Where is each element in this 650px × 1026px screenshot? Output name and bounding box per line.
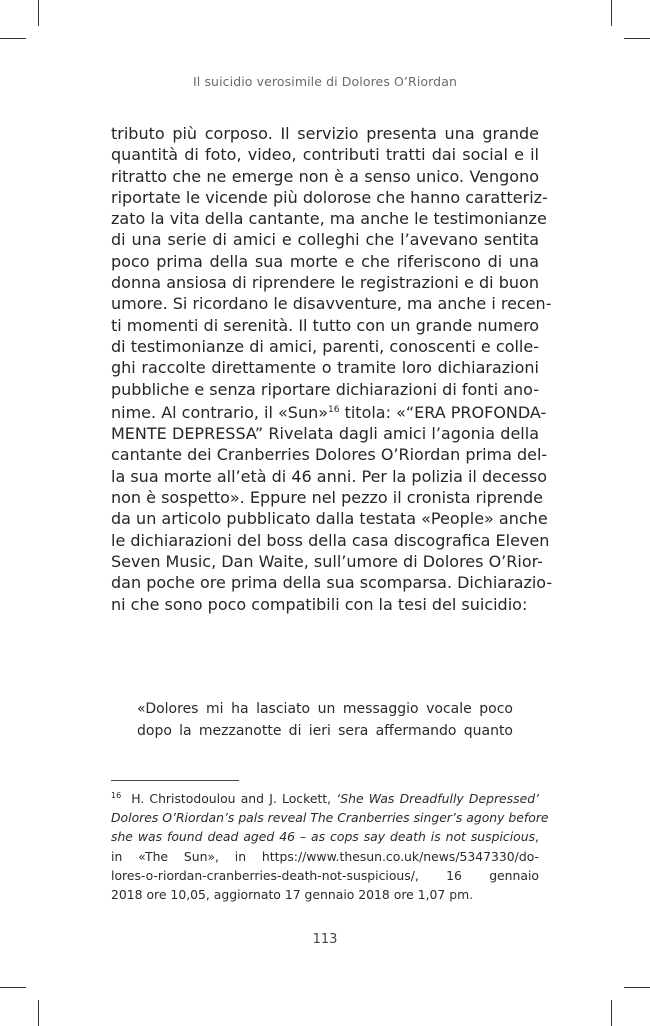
footnote-title: she was found dead aged 46 – as cops say death is not suspicious (111, 829, 536, 845)
body-line-end: titola: «“ERA PROFONDA- (339, 402, 547, 422)
quote-line: dopo la mezzanotte di ieri sera affermando quanto (137, 722, 513, 739)
block-quote (137, 699, 513, 742)
body-line: quantità di foto, video, contributi tratti dai social e il (111, 145, 539, 165)
body-line: dan poche ore prima della sua scomparsa. Dichiarazio- (111, 573, 553, 593)
body-line: cantante dei Cranberries Dolores O’Riordan prima del- (111, 445, 548, 465)
body-line: le dichiarazioni del boss della casa discografica Eleven (111, 530, 550, 550)
quote-line: «Dolores mi ha lasciato un messaggio vocale poco (137, 701, 513, 717)
body-line: Seven Music, Dan Waite, sull’umore di Dolores O’Rior- (111, 551, 543, 571)
body-text (111, 123, 553, 615)
footnote-line (111, 827, 539, 846)
body-line: umore. Si ricordano le disavventure, ma anche i recen- (111, 294, 552, 314)
page-number: 113 (312, 932, 338, 947)
footnote-line: 2018 ore 10,05, aggiornato 17 gennaio 2018 ore 1,07 pm. (111, 887, 474, 903)
crop-mark-bottom-left-h (0, 987, 26, 988)
body-line: ti momenti di serenità. Il tutto con un grande numero (111, 315, 540, 335)
body-line: di una serie di amici e colleghi che l’avevano sentita (111, 230, 539, 250)
body-line: tributo più corposo. Il servizio presenta una grande (111, 124, 539, 143)
crop-mark-bottom-right-v (611, 1000, 612, 1026)
crop-mark-top-right-v (611, 0, 612, 26)
footnote-author: H. Christodoulou and J. Lockett, (131, 791, 337, 806)
body-line: pubbliche e senza riportare dichiarazioni di fonti ano- (111, 379, 540, 399)
crop-mark-bottom-left-v (38, 1000, 39, 1026)
body-line: da un articolo pubblicato dalla testata «People» anche (111, 509, 548, 529)
footnote-separator (111, 780, 239, 781)
crop-mark-top-right-h (624, 38, 650, 39)
body-line: di testimonianze di amici, parenti, conoscenti e colle- (111, 336, 539, 356)
body-line: la sua morte all’età di 46 anni. Per la polizia il decesso (111, 466, 548, 486)
footnote-reference[interactable]: 16 (328, 404, 340, 415)
body-line: MENTE DEPRESSA” Rivelata dagli amici l’agonia della (111, 424, 539, 444)
footnote-link-line[interactable]: in «The Sun», in https://www.thesun.co.uk/news/5347330/do- (111, 848, 539, 864)
body-line: ghi raccolte direttamente o tramite loro dichiarazioni (111, 358, 539, 378)
footnote-line (111, 808, 549, 827)
footnote-link-line[interactable]: lores-o-riordan-cranberries-death-not-suspicious/, 16 gennaio (111, 867, 539, 883)
body-line: ni che sono poco compatibili con la tesi del suicidio: (111, 594, 528, 614)
crop-mark-top-left-h (0, 38, 26, 39)
running-head: Il suicidio verosimile di Dolores O’Riordan (193, 74, 457, 89)
footnote-title: ‘She Was Dreadfully Depressed’ (336, 791, 540, 806)
footnote (111, 786, 549, 904)
body-line: zato la vita della cantante, ma anche le testimonianze (111, 209, 547, 229)
body-line-with-footnote-ref (111, 400, 547, 423)
crop-mark-bottom-right-h (624, 987, 650, 988)
body-line: donna ansiosa di riprendere le registrazioni e di buon (111, 273, 539, 293)
footnote-title: Dolores O’Riordan’s pals reveal The Cranberries singer’s agony before (111, 810, 549, 826)
body-line: non è sospetto». Eppure nel pezzo il cronista riprende (111, 488, 544, 508)
crop-mark-top-left-v (38, 0, 39, 26)
footnote-line (111, 786, 539, 808)
body-line: ritratto che ne emerge non è a senso unico. Vengono (111, 166, 539, 186)
body-line: poco prima della sua morte e che riferiscono di una (111, 251, 539, 271)
body-line: riportate le vicende più dolorose che hanno caratteriz- (111, 187, 548, 207)
footnote-punct: , (535, 829, 539, 845)
body-line-start: nime. Al contrario, il «Sun» (111, 402, 329, 422)
footnote-number: 16 (111, 791, 122, 800)
